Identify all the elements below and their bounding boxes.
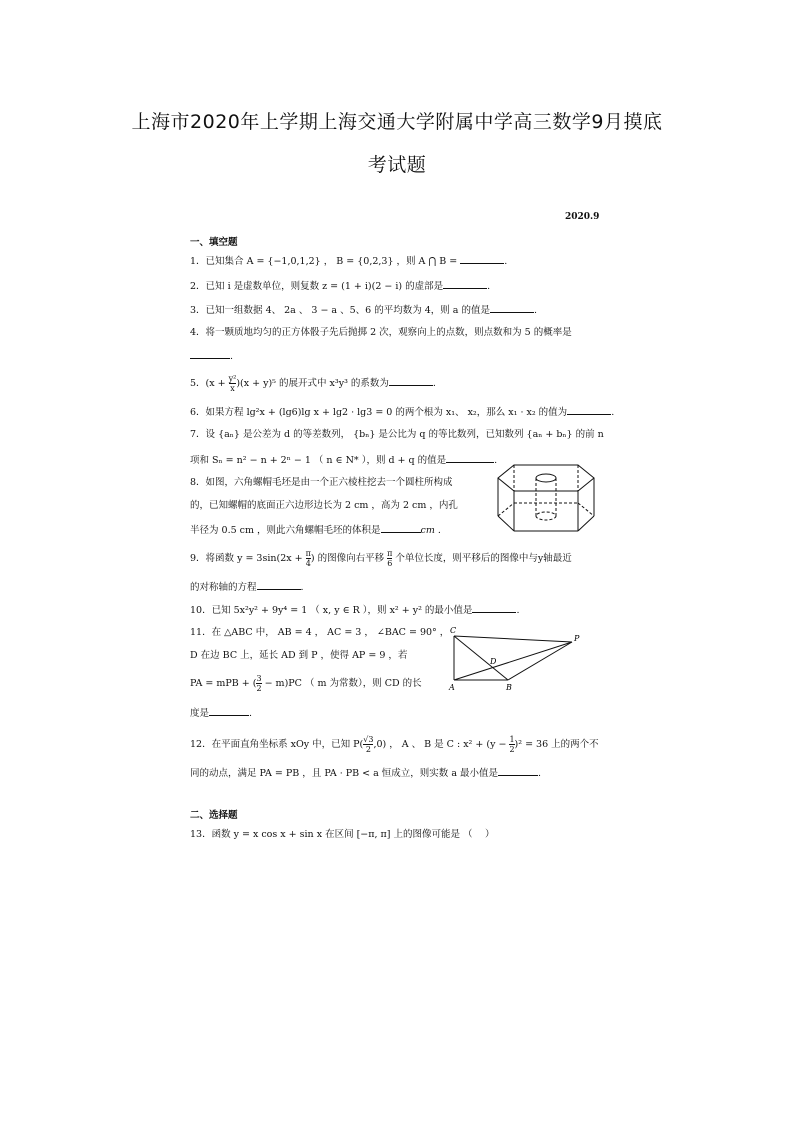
answer-blank [257,580,301,590]
period: . [249,708,253,719]
section-heading-fill-in: 一、填空题 [190,237,238,248]
period: . [533,305,538,316]
answer-blank [381,523,421,533]
answer-blank [443,279,487,289]
question-2 [190,279,490,293]
answer-blank [190,349,230,359]
exam-date: 2020.9 [565,212,600,222]
fraction [363,735,373,754]
fraction-denominator: 6 [387,559,393,568]
period: . [494,455,498,466]
question-9-text: 的对称轴的方程 [190,582,257,593]
question-4-text: 4．将一颗质地均匀的正方体骰子先后抛掷 2 次，观察向上的点数，则点数和为 5 的概率是 [190,327,572,338]
answer-blank [490,303,534,313]
question-3 [190,303,537,317]
question-12-mid: ,0) ， A 、 B 是 C : x² + (y − [373,739,510,750]
question-7-line2 [190,453,497,467]
question-12-lead: 12．在平面直角坐标系 xOy 中，已知 P( [190,739,364,750]
question-6 [190,405,614,419]
question-13: 13．函数 y = x cos x + sin x 在区间 [−π, π] 上的图像可能是 （ ） [190,829,495,840]
answer-blank [472,603,516,613]
question-9 [190,549,572,568]
hex-nut-figure [496,458,598,536]
question-5-rest: )(x + y)⁵ 的展开式中 x³y³ 的系数为 [236,378,389,389]
fraction-denominator: 2 [509,745,515,754]
fraction-numerator: 3 [256,674,262,683]
period: . [504,256,508,267]
period: . [611,407,615,418]
answer-blank [389,376,433,386]
label-b: B [506,683,512,692]
answer-blank [567,405,611,415]
period: . [487,281,491,292]
period: . [538,768,542,779]
question-9-rest: 个单位长度，则平移后的图像中与y轴最近 [392,553,572,564]
question-5-lead: 5．(x + [190,378,229,389]
question-8-line3 [190,523,441,537]
label-d: D [490,657,497,666]
question-10-text: 10．已知 5x²y² + 9y⁴ = 1 （ x, y ∈ R ），则 x² + y² 的最小值是 [190,605,473,616]
question-4 [190,327,572,339]
question-11-line2: D 在边 BC 上，延长 AD 到 P ，使得 AP = 9 ，若 [190,650,408,661]
question-11-vector-rest: − m)PC （ m 为常数），则 CD 的长 [261,678,422,689]
fraction-numerator: √3 [363,735,374,744]
question-11-vector-lead: PA = mPB + ( [190,678,257,689]
fraction-numerator: y² [228,374,237,383]
question-11-text: 度是 [190,708,210,719]
fraction-denominator: 4 [305,559,311,568]
question-11-line1: 11．在 △ABC 中， AB = 4 ， AC = 3 ， ∠BAC = 90° ， [190,627,450,638]
period: . [432,378,436,389]
question-7-text: 项和 Sₙ = n² − n + 2ⁿ − 1 （ n ∈ N* ），则 d + q 的值是 [190,455,447,466]
question-11-line3 [190,674,422,693]
label-c: C [450,626,457,635]
label-a: A [449,683,455,692]
question-10 [190,603,519,617]
question-6-text: 6．如果方程 lg²x + (lg6)lg x + lg2 · lg3 = 0 的两个根为 x₁、 x₂，那么 x₁ · x₂ 的值为 [190,407,568,418]
triangle-figure [446,624,596,696]
fraction-denominator: 2 [365,745,371,754]
answer-blank [460,254,504,264]
question-7-line1: 7．设 {aₙ} 是公差为 d 的等差数列， {bₙ} 是公比为 q 的等比数列，已知数列 {aₙ + bₙ} 的前 n [190,429,604,440]
question-9-lead: 9．将函数 y = 3sin(2x + [190,553,306,564]
question-1-text: 1．已知集合 A = {−1,0,1,2} ， B = {0,2,3} ，则 A ⋂ B = [190,256,461,267]
period: . [230,351,234,362]
fraction-denominator: x [230,384,235,393]
question-12-rest: )² = 36 上的两个不 [514,739,599,750]
fraction-denominator: 2 [256,684,262,693]
question-1 [190,254,507,268]
question-4-blank-line [190,349,233,363]
question-2-text: 2．已知 i 是虚数单位，则复数 z = (1 + i)(2 − i) 的虚部是 [190,281,444,292]
question-3-text: 3．已知一组数据 4、 2a 、 3 − a 、5、6 的平均数为 4，则 a 的值是 [190,305,490,316]
label-p: P [574,634,580,643]
document-title-line2: 考试题 [367,154,427,176]
question-9-mid: ) 的图像向右平移 [310,553,388,564]
question-12 [190,735,599,754]
question-12-line2 [190,766,541,780]
fraction-numerator: π [387,549,393,558]
question-5 [190,374,436,393]
question-11-line4 [190,706,252,720]
document-title-line1: 上海市2020年上学期上海交通大学附属中学高三数学9月摸底 [131,111,663,133]
answer-blank [446,453,494,463]
period: . [516,605,520,616]
question-8-text: 半径为 0.5 cm ，则此六角螺帽毛坯的体积是 [190,525,381,536]
answer-blank [209,706,249,716]
unit: cm . [420,525,441,536]
question-8-line1: 8．如图，六角螺帽毛坯是由一个正六棱柱挖去一个圆柱所构成 [190,477,453,488]
section-heading-multiple-choice: 二、选择题 [190,810,238,821]
answer-blank [498,766,538,776]
fraction-numerator: 1 [509,735,515,744]
fraction-numerator: π [305,549,311,558]
question-12-text: 同的动点，满足 PA = PB ，且 PA · PB < a 恒成立，则实数 a 最小值是 [190,768,499,779]
question-8-line2: 的，已知螺帽的底面正六边形边长为 2 cm ，高为 2 cm ，内孔 [190,500,458,511]
question-9-line2 [190,580,304,594]
period: . [300,582,304,593]
